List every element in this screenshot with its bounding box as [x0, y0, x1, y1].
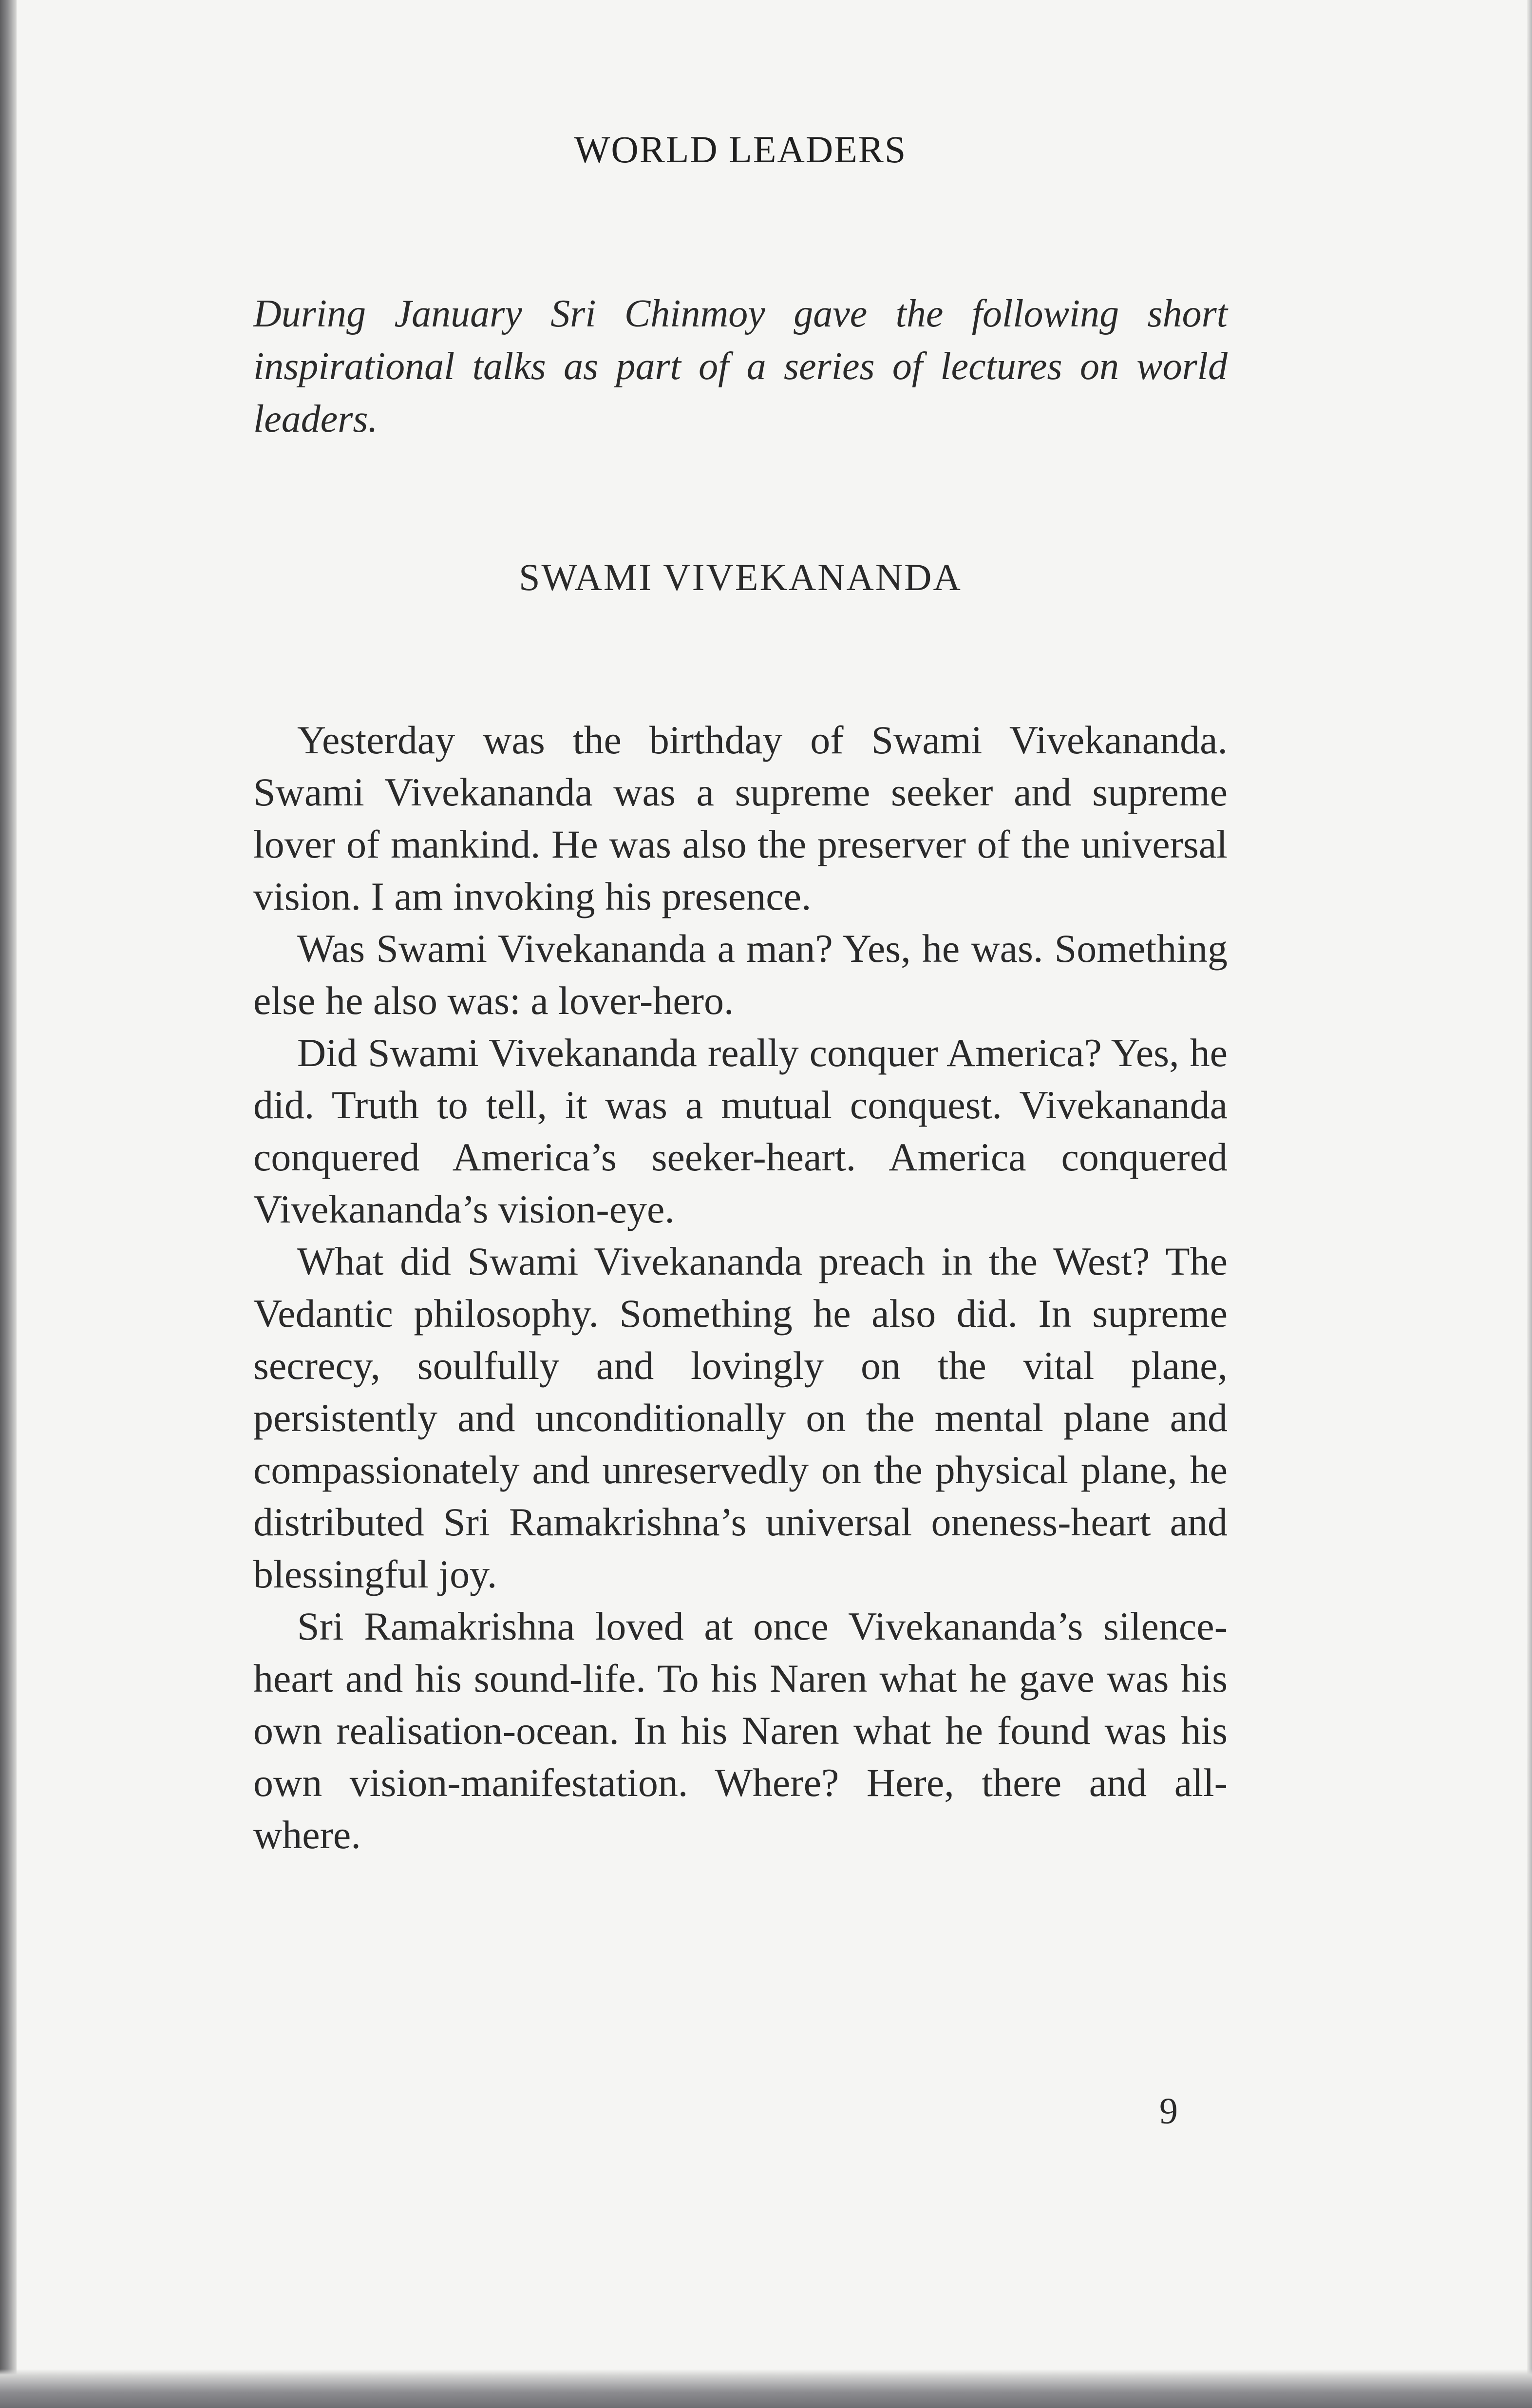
intro-paragraph: During January Sri Chinmoy gave the following short inspirational talks as part of a series of lectures on world leaders.: [253, 292, 1228, 440]
running-head: WORLD LEADERS: [574, 128, 907, 171]
scan-edge-left: [0, 0, 17, 2408]
body-paragraph: Did Swami Vivekananda really conquer America? Yes, he did. Truth to tell, it was a mutual conquest. Vivekananda conquered America’s seeker-heart. America conquered Vivekananda’s vision-eye.: [253, 1031, 1228, 1231]
scan-edge-right: [1527, 0, 1532, 2408]
body-text: [253, 714, 1228, 1861]
page-number: 9: [1159, 2091, 1178, 2132]
body-paragraph: Was Swami Vivekananda a man? Yes, he was. Something else he also was: a lover-hero.: [253, 926, 1228, 1023]
section-title: SWAMI VIVEKANANDA: [519, 556, 962, 598]
scan-edge-bottom: [0, 2369, 1532, 2408]
body-paragraph: What did Swami Vivekananda preach in the West? The Vedantic philosophy. Something he also did. In supreme secrecy, soulfully and lovingly on the vital plane, persistently and unconditionally on the mental plane and compassionately and unreservedly on the physical plane, he distributed Sri Ramakrishna’s universal oneness-heart and blessingful joy.: [253, 1239, 1228, 1596]
body-paragraph: Yesterday was the birthday of Swami Vivekananda. Swami Vivekananda was a supreme seeker and supreme lover of mankind. He was also the preserver of the universal vision. I am invoking his presence.: [253, 718, 1228, 918]
body-paragraph: Sri Ramakrishna loved at once Vivekananda’s silence-heart and his sound-life. To his Naren what he gave was his own realisation-ocean. In his Naren what he found was his own vision-manifestation. Where? Here, there and all-where.: [253, 1604, 1228, 1857]
